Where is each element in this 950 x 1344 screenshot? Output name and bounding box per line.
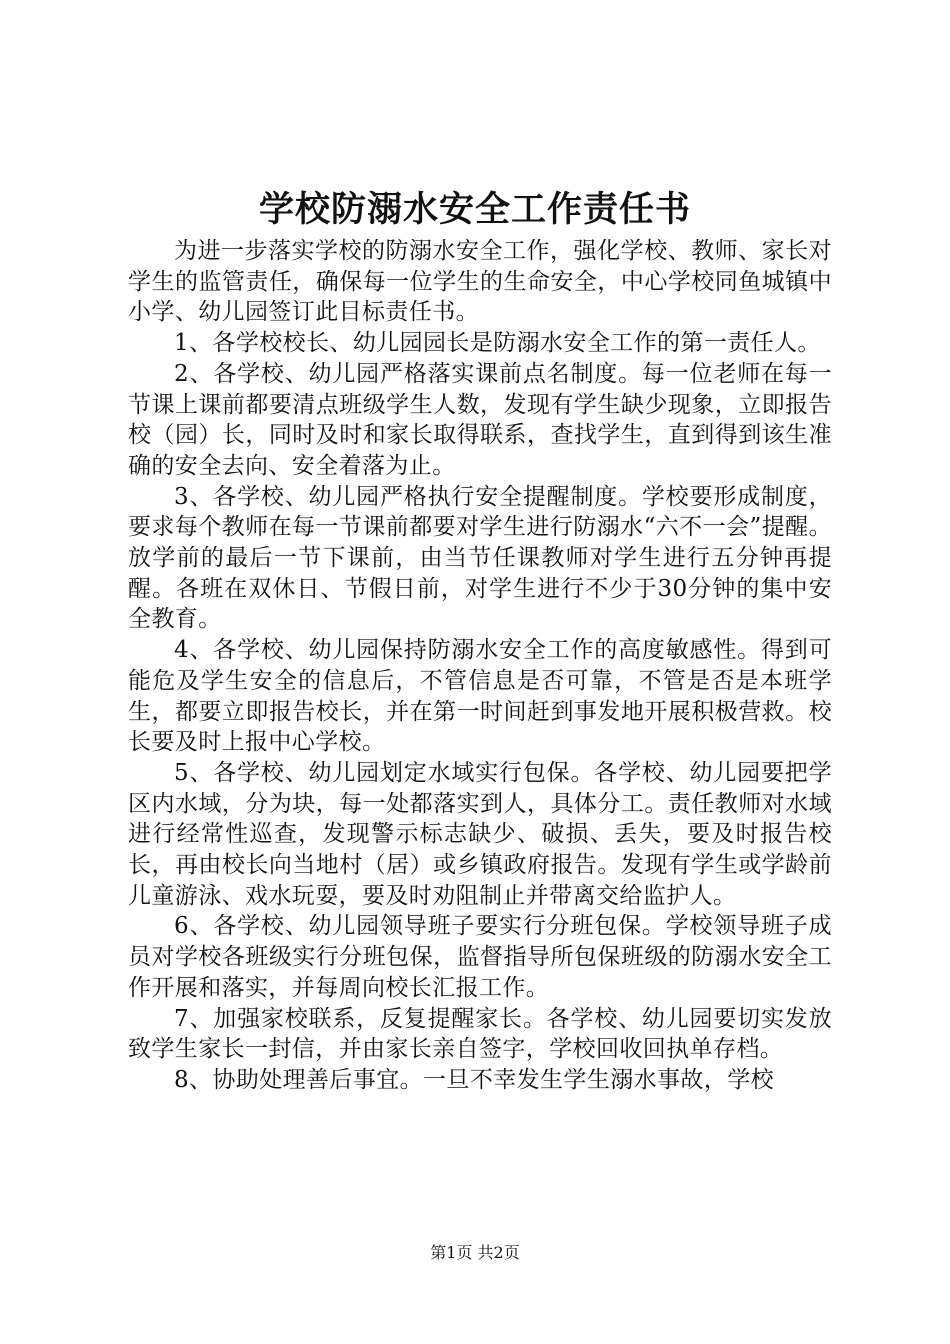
clause-7-paragraph: 7、加强家校联系，反复提醒家长。各学校、幼儿园要切实发放致学生家长一封信，并由家长亲自签字，学校回收回执单存档。 <box>128 1005 832 1063</box>
clause-4-paragraph: 4、各学校、幼儿园保持防溺水安全工作的高度敏感性。得到可能危及学生安全的信息后，不管信息是否可靠，不管是否是本班学生，都要立即报告校长，并在第一时间赶到事发地开展积极营救。校长要及时上报中心学校。 <box>128 637 832 756</box>
clause-2-paragraph: 2、各学校、幼儿园严格落实课前点名制度。每一位老师在每一节课上课前都要清点班级学生人数，发现有学生缺少现象，立即报告校（园）长，同时及时和家长取得联系，查找学生，直到得到该生准确的安全去向、安全着落为止。 <box>128 360 832 479</box>
document-body <box>128 236 832 1096</box>
page-number-footer: 第1页 共2页 <box>430 1243 520 1262</box>
clause-8-paragraph: 8、协助处理善后事宜。一旦不幸发生学生溺水事故，学校 <box>174 1066 775 1093</box>
clause-6-paragraph: 6、各学校、幼儿园领导班子要实行分班包保。学校领导班子成员对学校各班级实行分班包保，监督指导所包保班级的防溺水安全工作开展和落实，并每周向校长汇报工作。 <box>128 913 832 1001</box>
clause-3-paragraph: 3、各学校、幼儿园严格执行安全提醒制度。学校要形成制度，要求每个教师在每一节课前都要对学生进行防溺水“六不一会”提醒。放学前的最后一节下课前，由当节任课教师对学生进行五分钟再提醒。各班在双休日、节假日前，对学生进行不少于30分钟的集中安全教育。 <box>128 483 832 633</box>
intro-paragraph: 为进一步落实学校的防溺水安全工作，强化学校、教师、家长对学生的监管责任，确保每一位学生的生命安全，中心学校同鱼城镇中小学、幼儿园签订此目标责任书。 <box>128 238 832 326</box>
document-title: 学校防溺水安全工作责任书 <box>258 189 691 230</box>
clause-5-paragraph: 5、各学校、幼儿园划定水域实行包保。各学校、幼儿园要把学区内水域，分为块，每一处都落实到人，具体分工。责任教师对水域进行经常性巡查，发现警示标志缺少、破损、丢失，要及时报告校长，再由校长向当地村（居）或乡镇政府报告。发现有学生或学龄前儿童游泳、戏水玩耍，要及时劝阻制止并带离交给监护人。 <box>128 759 832 909</box>
clause-1-paragraph: 1、各学校校长、幼儿园园长是防溺水安全工作的第一责任人。 <box>174 330 821 357</box>
